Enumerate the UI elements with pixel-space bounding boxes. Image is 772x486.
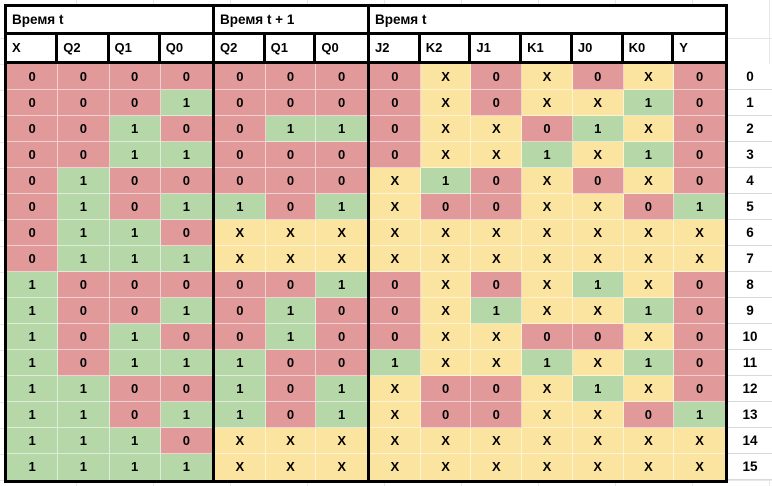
table-cell: 0 (370, 324, 421, 350)
table-cell: X (316, 220, 367, 246)
row-number: 4 (728, 168, 772, 194)
table-cell: 0 (266, 142, 317, 168)
table-cell: 0 (266, 272, 317, 298)
table-cell: 0 (161, 272, 212, 298)
table-cell: X (674, 220, 725, 246)
table-cell: X (316, 454, 367, 480)
row-number: 2 (728, 116, 772, 142)
table-cell: X (522, 428, 573, 454)
table-cell: 1 (624, 142, 675, 168)
table-cell: X (573, 220, 624, 246)
table-cell: X (421, 64, 472, 90)
table-cell: X (266, 246, 317, 272)
table-cell: 0 (522, 116, 573, 142)
table-cell: X (421, 90, 472, 116)
table-cell: 1 (161, 454, 212, 480)
table-cell: 1 (215, 350, 266, 376)
table-cell: 1 (7, 350, 58, 376)
table-cell: X (624, 428, 675, 454)
section-body (7, 64, 212, 480)
table-cell: 0 (674, 350, 725, 376)
table-cell: 0 (624, 402, 675, 428)
table-cell: X (421, 324, 472, 350)
row-number: 1 (728, 90, 772, 116)
row-number: 10 (728, 324, 772, 350)
table-cell: 1 (370, 350, 421, 376)
table-cell: X (370, 402, 421, 428)
table-cell: X (522, 220, 573, 246)
column-header-row (7, 35, 212, 64)
table-cell: X (316, 246, 367, 272)
row-number: 5 (728, 194, 772, 220)
table-cell: X (370, 168, 421, 194)
table-cell: 0 (110, 402, 161, 428)
table-cell: X (624, 168, 675, 194)
table-cell: 0 (215, 142, 266, 168)
table-cell: X (522, 454, 573, 480)
table-cell: 0 (161, 116, 212, 142)
column-header-y: Y (679, 40, 688, 55)
table-cell: 0 (58, 350, 109, 376)
section-body (370, 64, 725, 480)
column-header-j2: J2 (370, 35, 421, 61)
table-cell: X (624, 116, 675, 142)
row-number: 7 (728, 246, 772, 272)
table-cell: 0 (316, 350, 367, 376)
table-cell: X (370, 376, 421, 402)
table-cell: 0 (674, 168, 725, 194)
table-cell: 1 (215, 376, 266, 402)
table-cell: 1 (161, 350, 212, 376)
table-cell: 0 (161, 324, 212, 350)
table-cell: 0 (7, 64, 58, 90)
section-body (215, 64, 367, 480)
table-cell: 0 (7, 168, 58, 194)
table-cell: X (370, 454, 421, 480)
table-cell: X (624, 64, 675, 90)
table-cell: 0 (471, 376, 522, 402)
table-cell: X (522, 246, 573, 272)
table-cell: 1 (266, 324, 317, 350)
table-cell: 1 (522, 142, 573, 168)
table-cell: 0 (58, 64, 109, 90)
table-cell: 0 (110, 376, 161, 402)
table-cell: 0 (7, 90, 58, 116)
table-cell: X (215, 454, 266, 480)
group-header-jk-time-t: Время t (370, 7, 725, 35)
section-time-t-plus-1 (212, 7, 367, 480)
table-cell: 0 (674, 272, 725, 298)
group-header-time-t-plus-1: Время t + 1 (215, 7, 367, 35)
row-number: 0 (728, 64, 772, 90)
table-cell: 0 (316, 142, 367, 168)
table-cell: 1 (58, 246, 109, 272)
table-cell: 1 (58, 220, 109, 246)
table-cell: X (522, 194, 573, 220)
table-cell: 1 (58, 454, 109, 480)
column-header-q2: Q2 (215, 35, 266, 61)
table-cell: 0 (58, 272, 109, 298)
row-number: 14 (728, 428, 772, 454)
table-cell: 1 (573, 116, 624, 142)
table-cell: 1 (471, 298, 522, 324)
table-cell: X (573, 298, 624, 324)
column-header-q1: Q1 (266, 35, 317, 61)
table-cell: X (421, 142, 472, 168)
table-cell: 1 (110, 116, 161, 142)
table-cell: X (471, 116, 522, 142)
table-cell: 0 (674, 142, 725, 168)
table-cell: 1 (58, 376, 109, 402)
table-cell: 0 (573, 168, 624, 194)
table-cell: X (522, 402, 573, 428)
column-header-k1: K1 (522, 35, 573, 61)
table-cell: 0 (7, 246, 58, 272)
table-cell: 1 (161, 298, 212, 324)
column-header-row (370, 35, 725, 64)
table-cell: X (624, 246, 675, 272)
table-cell: 1 (674, 402, 725, 428)
table-cell: X (370, 428, 421, 454)
table-cell: 0 (215, 272, 266, 298)
table-cell: 0 (421, 402, 472, 428)
table-cell: 0 (266, 90, 317, 116)
column-header-q2: Q2 (58, 35, 109, 61)
table-cell: 0 (316, 90, 367, 116)
table-cell: 1 (316, 376, 367, 402)
table-cell: 0 (421, 376, 472, 402)
table-cell: 0 (370, 142, 421, 168)
table-cell: 0 (215, 324, 266, 350)
table-cell: 1 (573, 272, 624, 298)
table-cell: X (471, 324, 522, 350)
table-cell: X (316, 428, 367, 454)
table-cell: 1 (624, 298, 675, 324)
table-cell: 0 (215, 116, 266, 142)
table-cell: 0 (58, 142, 109, 168)
table-cell: 1 (110, 324, 161, 350)
table-cell: X (421, 272, 472, 298)
table-cell: 0 (215, 90, 266, 116)
table-cell: 0 (58, 90, 109, 116)
table-cell: X (471, 428, 522, 454)
column-header-j0: J0 (573, 35, 624, 61)
table-cell: 0 (110, 298, 161, 324)
row-number: 15 (728, 454, 772, 480)
table-cell: 0 (161, 168, 212, 194)
table-cell: X (370, 194, 421, 220)
table-cell: X (573, 428, 624, 454)
table-cell: 1 (7, 454, 58, 480)
column-header-k2: K2 (421, 35, 472, 61)
table-cell: 1 (215, 194, 266, 220)
table-cell: 1 (7, 272, 58, 298)
table-cell: X (522, 272, 573, 298)
table-cell: X (421, 116, 472, 142)
table-cell: X (573, 454, 624, 480)
table-cell: X (674, 428, 725, 454)
table-cell: 0 (522, 324, 573, 350)
table-cell: X (421, 298, 472, 324)
table-cell: 0 (674, 90, 725, 116)
table-cell: 1 (110, 246, 161, 272)
table-cell: 1 (161, 142, 212, 168)
table-cell: 0 (370, 90, 421, 116)
column-header-row (215, 35, 367, 64)
table-cell: 0 (110, 168, 161, 194)
table-cell: X (522, 376, 573, 402)
table-cell: X (573, 194, 624, 220)
table-cell: X (421, 246, 472, 272)
table-cell: X (624, 220, 675, 246)
table-cell: 0 (110, 194, 161, 220)
table-cell: X (674, 246, 725, 272)
table-cell: 1 (110, 454, 161, 480)
table-cell: X (624, 324, 675, 350)
table-cell: X (573, 142, 624, 168)
table-cell: X (573, 246, 624, 272)
column-header-j1: J1 (471, 35, 522, 61)
table-cell: 1 (266, 298, 317, 324)
row-number: 8 (728, 272, 772, 298)
table-cell: 0 (266, 376, 317, 402)
table-cell: 1 (522, 350, 573, 376)
table-cell: 0 (215, 298, 266, 324)
table-cell: X (522, 90, 573, 116)
table-cell: X (471, 454, 522, 480)
table-cell: 1 (266, 116, 317, 142)
table-cell: 1 (161, 90, 212, 116)
row-number: 6 (728, 220, 772, 246)
table-cell: X (471, 220, 522, 246)
table-cell: 1 (674, 194, 725, 220)
row-number: 3 (728, 142, 772, 168)
table-cell: X (522, 64, 573, 90)
table-cell: X (370, 246, 421, 272)
table-cell: X (266, 220, 317, 246)
table-cell: X (522, 298, 573, 324)
table-cell: 1 (161, 402, 212, 428)
table-cell: 0 (161, 428, 212, 454)
table-cell: 0 (573, 324, 624, 350)
table-cell: 0 (58, 116, 109, 142)
table-cell: 0 (7, 142, 58, 168)
table-cell: 0 (161, 220, 212, 246)
table-cell: X (471, 246, 522, 272)
table-cell: 0 (266, 194, 317, 220)
table-cell: 1 (58, 194, 109, 220)
table-cell: 1 (7, 376, 58, 402)
table-cell: X (573, 90, 624, 116)
truth-table (4, 4, 728, 483)
table-cell: 0 (316, 298, 367, 324)
table-cell: 0 (7, 194, 58, 220)
table-cell: 0 (58, 298, 109, 324)
table-cell: 0 (266, 64, 317, 90)
table-cell: 1 (110, 142, 161, 168)
row-number: 9 (728, 298, 772, 324)
table-cell: 0 (674, 64, 725, 90)
section-jk-excitation (367, 7, 725, 480)
table-cell: 1 (421, 168, 472, 194)
table-cell: X (421, 220, 472, 246)
table-cell: 1 (7, 428, 58, 454)
table-cell: X (266, 454, 317, 480)
table-cell: 0 (674, 116, 725, 142)
table-cell: 1 (58, 168, 109, 194)
table-cell: 1 (7, 324, 58, 350)
table-cell: X (266, 428, 317, 454)
table-cell: 0 (370, 64, 421, 90)
table-cell: 1 (110, 220, 161, 246)
table-cell: 0 (58, 324, 109, 350)
table-cell: 0 (266, 350, 317, 376)
table-cell: 0 (573, 64, 624, 90)
table-cell: X (421, 454, 472, 480)
group-header-time-t: Время t (7, 7, 212, 35)
table-cell: 0 (471, 194, 522, 220)
table-cell: X (471, 142, 522, 168)
table-cell: 1 (624, 90, 675, 116)
table-cell: 1 (215, 402, 266, 428)
table-cell: 1 (58, 402, 109, 428)
table-cell: X (624, 272, 675, 298)
table-cell: 0 (471, 90, 522, 116)
table-cell: X (573, 350, 624, 376)
table-cell: X (624, 376, 675, 402)
column-header-q0: Q0 (321, 40, 339, 55)
table-cell: 1 (7, 402, 58, 428)
table-cell: 0 (110, 64, 161, 90)
table-cell: 0 (316, 324, 367, 350)
table-cell: X (215, 220, 266, 246)
column-header-q0: Q0 (165, 40, 184, 55)
table-cell: 0 (370, 116, 421, 142)
table-cell: X (624, 454, 675, 480)
column-header-x: X (7, 35, 58, 61)
table-cell: X (674, 454, 725, 480)
table-cell: 1 (110, 428, 161, 454)
table-cell: 0 (624, 194, 675, 220)
table-cell: 0 (471, 402, 522, 428)
table-cell: 1 (161, 194, 212, 220)
table-cell: X (573, 402, 624, 428)
table-cell: 0 (215, 64, 266, 90)
table-cell: X (421, 350, 472, 376)
table-cell: 1 (573, 376, 624, 402)
table-cell: 1 (161, 246, 212, 272)
row-number-column (728, 64, 772, 480)
table-cell: 0 (471, 168, 522, 194)
table-cell: X (471, 350, 522, 376)
table-cell: 1 (110, 350, 161, 376)
table-cell: 0 (370, 298, 421, 324)
table-cell: 1 (316, 272, 367, 298)
table-cell: 0 (421, 194, 472, 220)
table-cell: 1 (7, 298, 58, 324)
table-cell: 0 (316, 64, 367, 90)
table-cell: 0 (471, 272, 522, 298)
table-cell: 1 (316, 402, 367, 428)
table-cell: 0 (471, 64, 522, 90)
table-cell: X (421, 428, 472, 454)
table-cell: 0 (110, 90, 161, 116)
row-number: 13 (728, 402, 772, 428)
table-cell: 1 (316, 194, 367, 220)
column-header-k0: K0 (624, 35, 675, 61)
table-cell: 0 (266, 168, 317, 194)
table-cell: 0 (266, 402, 317, 428)
table-cell: 1 (58, 428, 109, 454)
table-cell: 0 (161, 376, 212, 402)
table-cell: X (522, 168, 573, 194)
row-number: 12 (728, 376, 772, 402)
table-cell: 0 (674, 298, 725, 324)
table-cell: 0 (7, 220, 58, 246)
table-cell: 0 (316, 168, 367, 194)
table-cell: 0 (161, 64, 212, 90)
table-cell: 0 (674, 324, 725, 350)
table-cell: X (370, 220, 421, 246)
table-cell: X (215, 428, 266, 454)
table-cell: 0 (215, 168, 266, 194)
table-cell: 1 (624, 350, 675, 376)
table-cell: 0 (110, 272, 161, 298)
column-header-q1: Q1 (110, 35, 161, 61)
table-cell: X (215, 246, 266, 272)
section-time-t (7, 7, 212, 480)
row-number: 11 (728, 350, 772, 376)
table-cell: 1 (316, 116, 367, 142)
table-cell: 0 (674, 376, 725, 402)
table-cell: 0 (370, 272, 421, 298)
table-cell: 0 (7, 116, 58, 142)
